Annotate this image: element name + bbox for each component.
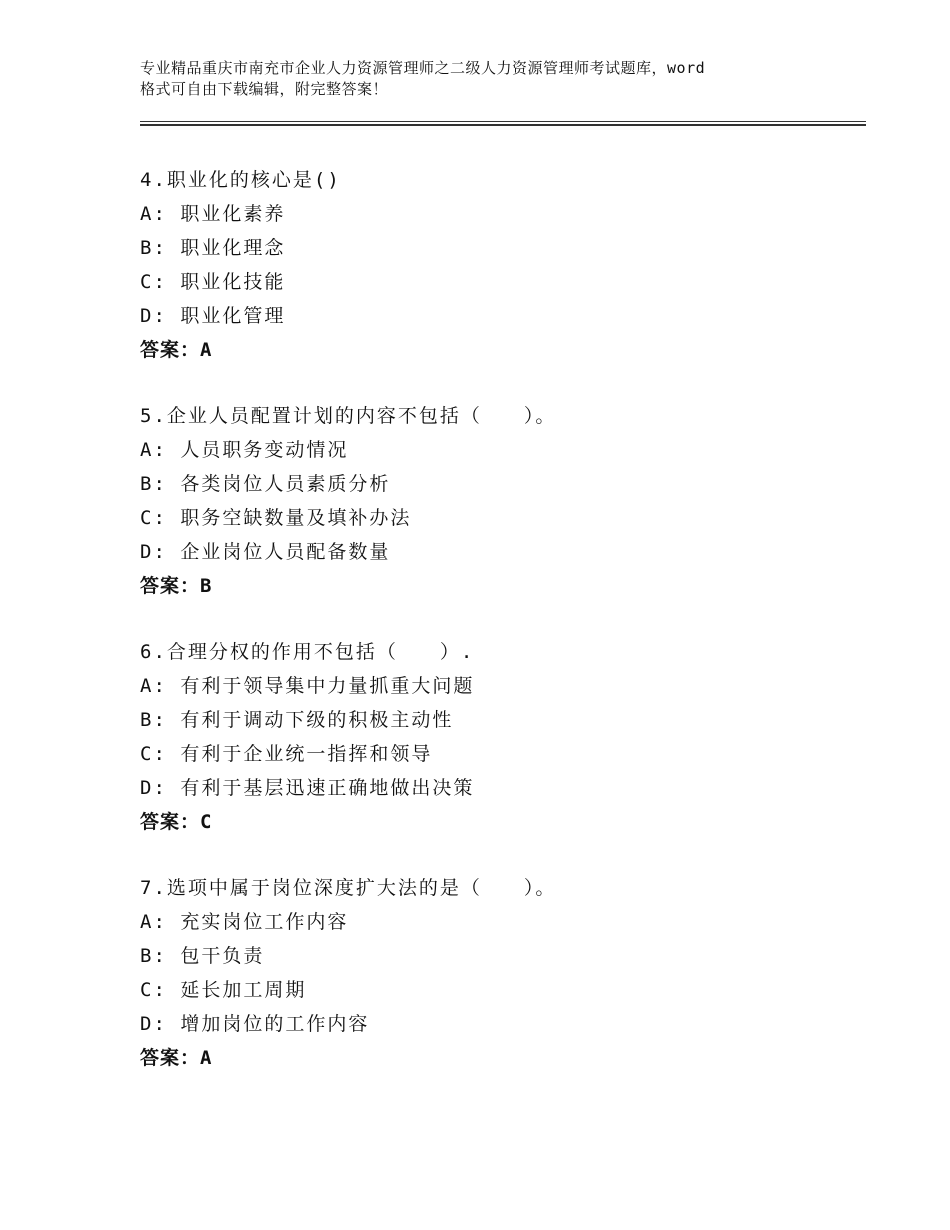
question-7 [140, 871, 860, 1075]
option-c: C: 职业化技能 [140, 271, 286, 293]
option-b: B: 有利于调动下级的积极主动性 [140, 709, 454, 731]
question-stem: 6.合理分权的作用不包括（ ）. [140, 641, 475, 663]
answer-line: 答案：A [140, 339, 213, 361]
option-a: A: 人员职务变动情况 [140, 439, 349, 461]
option-d: D: 企业岗位人员配备数量 [140, 541, 391, 563]
option-b: B: 各类岗位人员素质分析 [140, 473, 391, 495]
option-c: C: 有利于企业统一指挥和领导 [140, 743, 433, 765]
header-title-line-2: 格式可自由下载编辑，附完整答案！ [140, 80, 389, 98]
option-a: A: 充实岗位工作内容 [140, 911, 349, 933]
header-divider-thick [140, 124, 866, 126]
question-6 [140, 635, 860, 839]
answer-line: 答案：C [140, 811, 213, 833]
question-stem: 5.企业人员配置计划的内容不包括（ ）。 [140, 405, 557, 427]
option-d: D: 有利于基层迅速正确地做出决策 [140, 777, 475, 799]
option-a: A: 有利于领导集中力量抓重大问题 [140, 675, 475, 697]
question-list [140, 163, 860, 1107]
document-header [140, 58, 840, 100]
question-5 [140, 399, 860, 603]
option-d: D: 增加岗位的工作内容 [140, 1013, 370, 1035]
answer-line: 答案：B [140, 575, 213, 597]
question-stem: 4.职业化的核心是() [140, 169, 341, 191]
header-divider-thin [140, 121, 866, 122]
option-d: D: 职业化管理 [140, 305, 286, 327]
option-b: B: 包干负责 [140, 945, 265, 967]
question-4 [140, 163, 860, 367]
header-title-line-1: 专业精品重庆市南充市企业人力资源管理师之二级人力资源管理师考试题库，word [140, 59, 706, 77]
option-a: A: 职业化素养 [140, 203, 286, 225]
option-c: C: 延长加工周期 [140, 979, 307, 1001]
question-stem: 7.选项中属于岗位深度扩大法的是（ ）。 [140, 877, 557, 899]
option-b: B: 职业化理念 [140, 237, 286, 259]
answer-line: 答案：A [140, 1047, 213, 1069]
option-c: C: 职务空缺数量及填补办法 [140, 507, 412, 529]
